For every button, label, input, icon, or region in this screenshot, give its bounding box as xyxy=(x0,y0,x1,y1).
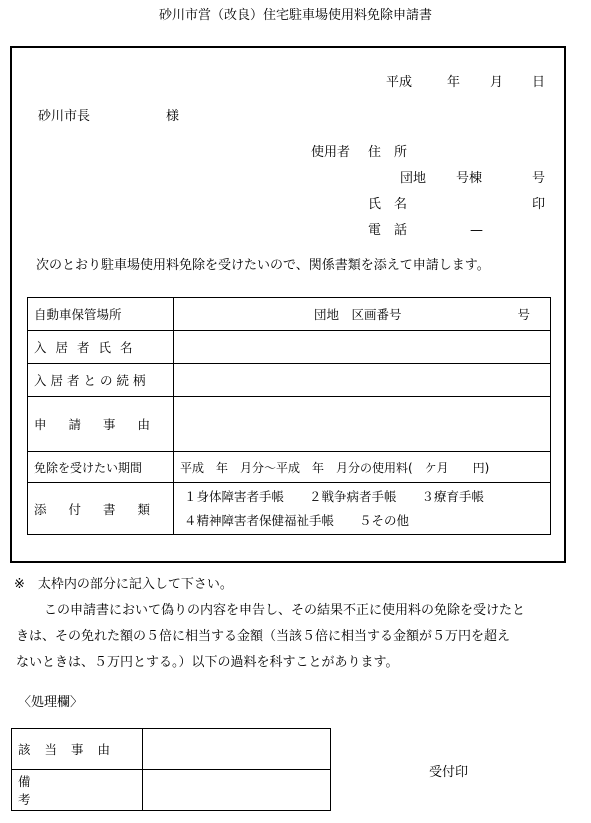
seal-mark: 印 xyxy=(532,197,546,212)
parking-number-unit: 号 xyxy=(517,307,530,322)
page-title: 砂川市営（改良）住宅駐車場使用料免除申請書 xyxy=(158,8,432,23)
address-building: 号棟 xyxy=(456,171,483,186)
intro-sentence: 次のとおり駐車場使用料免除を受けたいので、関係書類を添えて申請します。 xyxy=(36,258,490,273)
date-day: 日 xyxy=(532,75,546,90)
phone-dash: — xyxy=(470,223,483,238)
table-row xyxy=(28,397,551,452)
attachments-options-line1: １身体障害者手帳 ２戦争病者手帳 ３療育手帳 xyxy=(184,488,485,504)
table-row xyxy=(28,298,551,331)
parking-location-field[interactable] xyxy=(174,298,551,331)
parking-danchi-section: 団地 区画番号 xyxy=(314,307,402,322)
addressee-honorific: 様 xyxy=(166,109,180,124)
address-label: 住 所 xyxy=(368,145,408,160)
relationship-field[interactable] xyxy=(174,364,551,397)
processing-table xyxy=(11,728,331,811)
applicant-label: 使用者 xyxy=(311,145,351,160)
relationship-label: 入居者との続柄 xyxy=(28,364,174,397)
warning-line-1: この申請書において偽りの内容を申告し、その結果不正に使用料の免除を受けたと xyxy=(44,603,526,618)
table-row xyxy=(28,452,551,483)
date-month: 月 xyxy=(490,75,504,90)
remarks-label: 備考 xyxy=(12,770,143,811)
applicable-reason-label: 該当事由 xyxy=(12,729,143,770)
applicable-reason-field[interactable] xyxy=(143,729,331,770)
table-row xyxy=(12,729,331,770)
exemption-period-field[interactable]: 平成 年 月分～平成 年 月分の使用料( ケ月 円) xyxy=(174,452,551,483)
resident-name-label: 入居者氏名 xyxy=(28,331,174,364)
table-row xyxy=(28,331,551,364)
address-danchi: 団地 xyxy=(400,171,427,186)
phone-label: 電 話 xyxy=(368,223,408,238)
address-room: 号 xyxy=(532,171,546,186)
attachments-options-line2: ４精神障害者保健福祉手帳 ５その他 xyxy=(184,512,410,528)
exemption-period-label: 免除を受けたい期間 xyxy=(28,452,174,483)
remarks-field[interactable] xyxy=(143,770,331,811)
parking-location-label: 自動車保管場所 xyxy=(34,307,122,322)
warning-line-2: きは、その免れた額の５倍に相当する金額（当該５倍に相当する金額が５万円を超え xyxy=(16,629,511,644)
resident-name-field[interactable] xyxy=(174,331,551,364)
reason-field[interactable] xyxy=(174,397,551,452)
date-year: 年 xyxy=(447,75,461,90)
table-row xyxy=(28,364,551,397)
application-details-table xyxy=(27,297,551,535)
attachments-field[interactable] xyxy=(174,483,551,535)
name-label: 氏 名 xyxy=(368,197,408,212)
note-fill-in-bold-frame: ※ 太枠内の部分に記入して下さい。 xyxy=(14,577,233,592)
date-era: 平成 xyxy=(386,75,413,90)
reason-label: 申請事由 xyxy=(28,397,174,452)
attachments-label: 添付書類 xyxy=(28,483,174,535)
table-row xyxy=(12,770,331,811)
addressee-name: 砂川市長 xyxy=(38,109,91,124)
warning-line-3: ないときは、５万円とする。）以下の過料を科すことがあります。 xyxy=(16,655,399,670)
processing-section-label: 〈処理欄〉 xyxy=(18,695,84,710)
receipt-stamp-label: 受付印 xyxy=(429,765,469,780)
table-row xyxy=(28,483,551,535)
